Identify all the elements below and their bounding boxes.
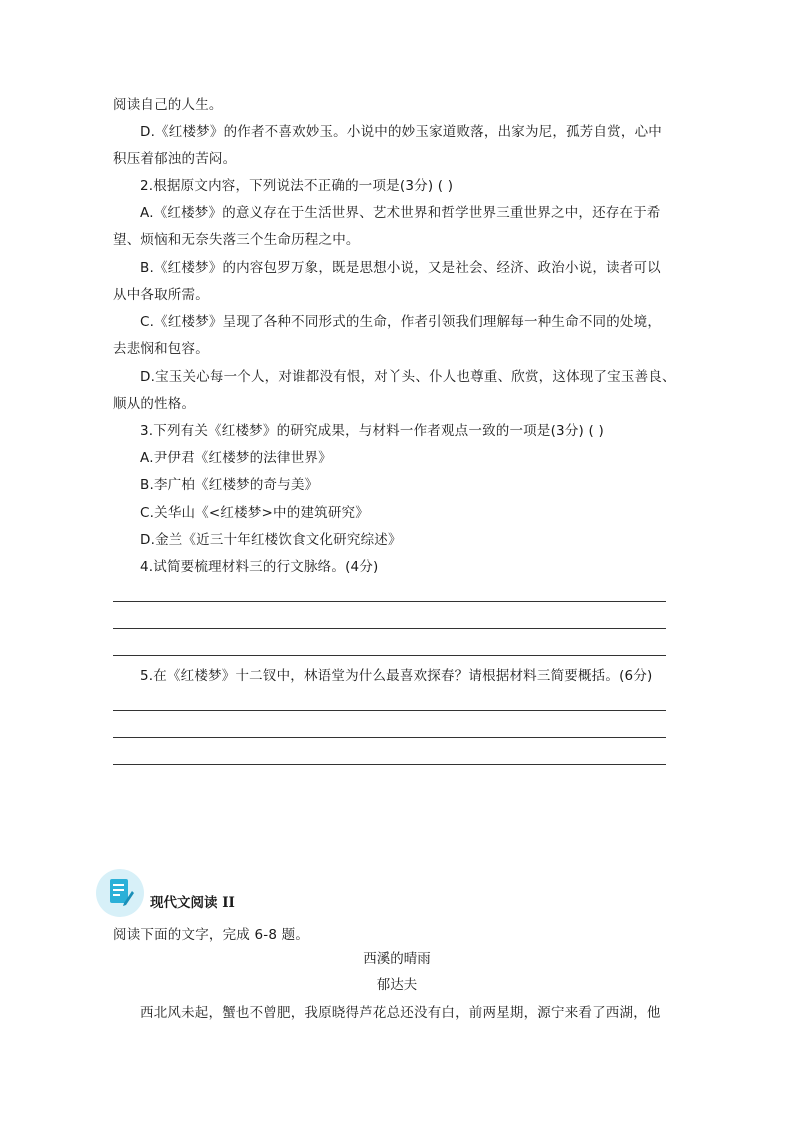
question-4: 4.试简要梳理材料三的行文脉络。(4分) (140, 559, 379, 575)
option-2b-cont: 从中各取所需。 (113, 287, 209, 303)
notebook-pen-icon (96, 869, 144, 917)
answer-line[interactable] (113, 628, 666, 629)
option-3a: A.尹伊君《红楼梦的法律世界》 (140, 450, 332, 466)
article-author: 郁达夫 (376, 977, 418, 993)
option-2d-cont: 顺从的性格。 (113, 396, 196, 412)
option-2b: B.《红楼梦》的内容包罗万象，既是思想小说，又是社会、经济、政治小说，读者可以 (140, 260, 661, 276)
option-2d: D.宝玉关心每一个人，对谁都没有恨，对丫头、仆人也尊重、欣赏，这体现了宝玉善良、 (140, 369, 676, 385)
answer-line[interactable] (113, 710, 666, 711)
option-3b: B.李广柏《红楼梦的奇与美》 (140, 477, 319, 493)
text-line: 阅读自己的人生。 (113, 97, 223, 113)
answer-line[interactable] (113, 601, 666, 602)
option-2c-cont: 去悲悯和包容。 (113, 341, 209, 357)
answer-line[interactable] (113, 655, 666, 656)
option-3d: D.金兰《近三十年红楼饮食文化研究综述》 (140, 532, 402, 548)
text-line: D.《红楼梦》的作者不喜欢妙玉。小说中的妙玉家道败落，出家为尼，孤芳自赏，心中 (140, 124, 662, 140)
section-instruction: 阅读下面的文字，完成 6-8 题。 (113, 927, 310, 943)
answer-line[interactable] (113, 764, 666, 765)
option-2a-cont: 望、烦恼和无奈失落三个生命历程之中。 (113, 232, 360, 248)
text-line: 积压着郁浊的苦闷。 (113, 151, 237, 167)
answer-line[interactable] (113, 737, 666, 738)
article-paragraph: 西北风未起，蟹也不曾肥，我原晓得芦花总还没有白，前两星期，源宁来看了西湖，他 (140, 1005, 661, 1021)
option-2a: A.《红楼梦》的意义存在于生活世界、艺术世界和哲学世界三重世界之中，还存在于希 (140, 205, 661, 221)
option-3c: C.关华山《<红楼梦>中的建筑研究》 (140, 505, 369, 521)
option-2c: C.《红楼梦》呈现了各种不同形式的生命，作者引领我们理解每一种生命不同的处境， (140, 314, 662, 330)
article-title: 西溪的晴雨 (363, 951, 431, 967)
question-5: 5.在《红楼梦》十二钗中，林语堂为什么最喜欢探春？请根据材料三简要概括。(6分) (140, 668, 653, 684)
question-2: 2.根据原文内容，下列说法不正确的一项是(3分) ( ) (140, 178, 454, 194)
section-title: 现代文阅读 II (150, 895, 235, 911)
question-3: 3.下列有关《红楼梦》的研究成果，与材料一作者观点一致的一项是(3分) ( ) (140, 423, 604, 439)
